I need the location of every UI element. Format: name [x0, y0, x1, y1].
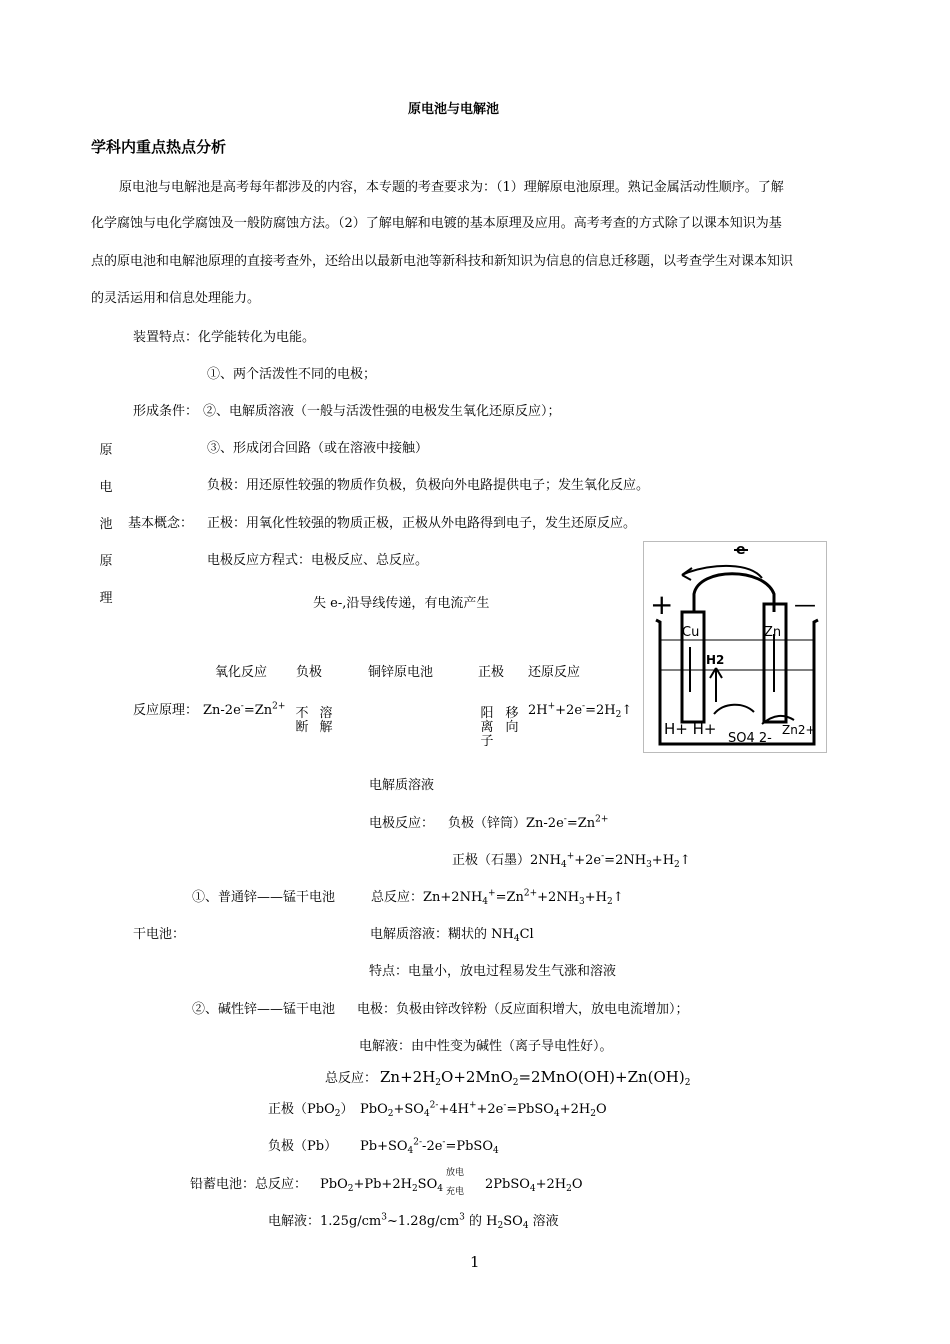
dry-cell-label: 干电池：	[133, 927, 186, 942]
zinc-manganese-2: ②、碱性锌——锰干电池	[192, 1002, 336, 1017]
cation-arrow	[714, 705, 754, 714]
electrolyte-2: 电解液：由中性变为碱性（离子导电性好）。	[359, 1039, 613, 1054]
dry-negative-equation: 负极（锌筒）$Zn-2e^-=Zn^{2+}$	[448, 814, 609, 831]
lead-positive-equation: $PbO_2+SO_4^{2-}+4H^++2e^-=PbSO_4+2H_2O$	[360, 1100, 607, 1119]
intro-line-4: 的灵活运用和信息处理能力。	[91, 291, 261, 306]
cu-zn-cell-diagram	[643, 541, 827, 753]
plus-sign: +	[650, 588, 674, 621]
lead-total-right: $2PbSO_4+2H_2O$	[485, 1177, 583, 1194]
condition-2: ②、电解质溶液（一般与活泼性强的电极发生氧化还原反应）；	[203, 404, 561, 419]
cu-zn-cell-label: 铜锌原电池	[368, 665, 434, 680]
negative-label: 负极	[296, 665, 323, 680]
lead-cell-label: 铅蓄电池：总反应：	[190, 1177, 308, 1192]
page-title: 原电池与电解池	[408, 102, 500, 117]
dissolve-label-b: 溶 解	[319, 706, 333, 735]
condition-label: 形成条件：	[133, 404, 199, 419]
total-reaction-2-label: 总反应：	[325, 1071, 378, 1086]
zinc-label: Zn	[764, 625, 782, 640]
condition-3: ③、形成闭合回路（或在溶液中接触）	[207, 441, 429, 456]
oxidation-label: 氧化反应	[215, 665, 268, 680]
zinc-ion-label: Zn2+	[782, 723, 816, 737]
copper-label: Cu	[682, 625, 700, 640]
device-feature: 装置特点：化学能转化为电能。	[133, 330, 316, 345]
zinc-manganese-1: ①、普通锌——锰干电池	[192, 890, 336, 905]
hydrogen-reduction-equation: $2H^++2e^-=2H_2↑$	[528, 701, 633, 720]
electron-label: e	[736, 542, 746, 558]
total-reaction-2: $Zn+2H_2O+2MnO_2=2MnO(OH)+Zn(OH)_2$	[380, 1068, 691, 1088]
electrolyte-label: 电解质溶液	[369, 778, 435, 793]
positive-definition: 正极：用氧化性较强的物质正极，正极从外电路得到电子，发生还原反应。	[207, 516, 637, 531]
basic-concept-label: 基本概念：	[128, 516, 194, 531]
sulfate-label: SO4 2-	[728, 731, 772, 746]
side-label: 原电池原理	[99, 443, 113, 606]
electrolyte-1: 电解质溶液：糊状的 $NH_4Cl$	[370, 927, 534, 944]
cation-label-a: 阳 离 子	[480, 706, 494, 749]
electron-flow: 失 e-,沿导线传递，有电流产生	[313, 596, 490, 611]
zinc-oxidation-equation: $Zn-2e^-=Zn^{2+}$	[203, 701, 286, 718]
lead-positive-label: 正极（PbO$_2$）	[268, 1102, 354, 1119]
lead-total-left: $PbO_2+Pb+2H_2SO_4$	[320, 1177, 443, 1194]
intro-line-2: 化学腐蚀与电化学腐蚀及一般防腐蚀方法。（2）了解电解和电镀的基本原理及应用。高考考查的方式除了以课本知识为基	[91, 216, 782, 231]
h2-label: H2	[706, 653, 725, 667]
total-reaction-1: 总反应：$Zn+2NH_4^+=Zn^{2+}+2NH_3+H_2↑$	[371, 888, 624, 907]
lead-electrolyte: 电解液：$1.25g/cm^3\sim 1.28g/cm^3$ 的 $H_2SO_4$ 溶液	[268, 1212, 559, 1231]
cell-diagram-svg	[644, 542, 826, 752]
dry-electrode-label: 电极反应：	[369, 816, 435, 831]
electron-arrowhead	[682, 568, 692, 580]
negative-definition: 负极：用还原性较强的物质作负极，负极向外电路提供电子；发生氧化反应。	[207, 478, 650, 493]
condition-1: ①、两个活泼性不同的电极；	[207, 367, 377, 382]
feature-1: 特点：电量小，放电过程易发生气涨和溶液	[369, 964, 617, 979]
reaction-principle-label: 反应原理：	[133, 703, 199, 718]
intro-line-3: 点的原电池和电解池原理的直接考查外，还给出以最新电池等新科技和新知识为信息的信息迁移题，以考查学生对课本知识	[91, 254, 794, 269]
discharge-label: 放电	[446, 1168, 465, 1178]
page-number: 1	[470, 1253, 480, 1271]
electrode-2: 电极：负极由锌改锌粉（反应面积增大，放电电流增加）；	[357, 1002, 689, 1017]
wire	[694, 574, 774, 612]
dry-positive-equation: 正极（石墨）$2NH_4^++2e^-=2NH_3+H_2↑$	[452, 851, 691, 870]
reduction-label: 还原反应	[528, 665, 581, 680]
section-heading: 学科内重点热点分析	[91, 138, 227, 156]
lead-negative-label: 负极（Pb）	[268, 1139, 338, 1154]
charge-label: 充电	[446, 1187, 465, 1197]
cation-label-b: 移 向	[505, 706, 519, 735]
lead-negative-equation: $Pb+SO_4^{2-}-2e^-=PbSO_4$	[360, 1137, 499, 1156]
intro-line-1: 原电池与电解池是高考每年都涉及的内容，本专题的考查要求为：（1）理解原电池原理。熟记金属活动性顺序。了解	[119, 180, 784, 195]
positive-label: 正极	[478, 665, 505, 680]
dissolve-label-a: 不 断	[295, 706, 309, 735]
minus-sign: —	[794, 593, 816, 618]
electrode-equation-note: 电极反应方程式：电极反应、总反应。	[207, 553, 429, 568]
h-ions-label: H+ H+	[664, 720, 717, 738]
